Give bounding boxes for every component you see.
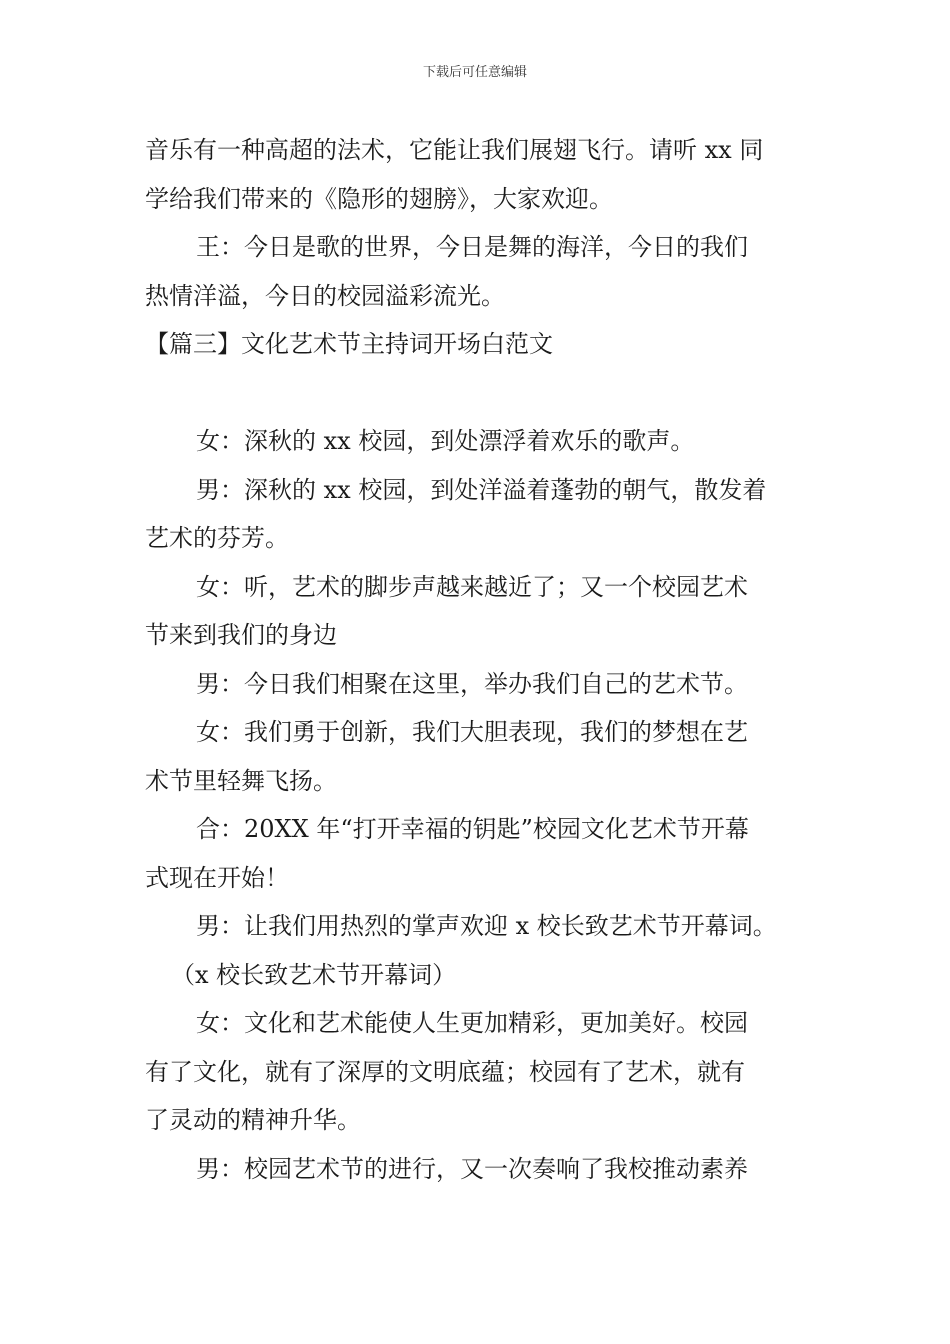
text-line: 式现在开始！ <box>145 863 289 892</box>
paragraph <box>145 951 810 1000</box>
text-line: 女：深秋的 xx 校园，到处漂浮着欢乐的歌声。 <box>196 427 695 455</box>
text-line: 男：让我们用热烈的掌声欢迎 x 校长致艺术节开幕词。 <box>196 912 777 940</box>
section-heading <box>145 320 810 369</box>
text-line: （x 校长致艺术节开幕词） <box>171 960 457 989</box>
paragraph <box>145 902 810 951</box>
text-line: 学给我们带来的《隐形的翅膀》，大家欢迎。 <box>145 184 613 213</box>
text-line: 了灵动的精神升华。 <box>145 1106 361 1134</box>
paragraph <box>145 708 810 805</box>
paragraph <box>145 223 810 320</box>
paragraph <box>145 999 810 1145</box>
page-header: 下载后可任意编辑 <box>422 65 527 80</box>
paragraph <box>145 805 810 902</box>
paragraph <box>145 563 810 660</box>
text-line: 有了文化，就有了深厚的文明底蕴；校园有了艺术，就有 <box>145 1057 745 1086</box>
text-line: 女：听，艺术的脚步声越来越近了；又一个校园艺术 <box>196 572 748 601</box>
text-line: 男：今日我们相聚在这里，举办我们自己的艺术节。 <box>196 669 748 698</box>
text-line: 女：文化和艺术能使人生更加精彩，更加美好。校园 <box>196 1009 748 1037</box>
text-line: 女：我们勇于创新，我们大胆表现，我们的梦想在艺 <box>196 718 748 746</box>
text-line: 音乐有一种高超的法术，它能让我们展翅飞行。请听 xx 同 <box>145 136 764 164</box>
heading-line: 【篇三】文化艺术节主持词开场白范文 <box>145 330 553 358</box>
blank-line <box>145 369 810 418</box>
paragraph <box>145 126 810 223</box>
text-line: 王：今日是歌的世界，今日是舞的海洋，今日的我们 <box>196 233 748 261</box>
paragraph <box>145 417 810 466</box>
paragraph <box>145 660 810 709</box>
text-line: 节来到我们的身边 <box>145 621 337 649</box>
text-line: 艺术的芬芳。 <box>145 524 289 552</box>
text-line: 热情洋溢，今日的校园溢彩流光。 <box>145 281 505 310</box>
text-line: 术节里轻舞飞扬。 <box>145 766 337 795</box>
text-line: 男：校园艺术节的进行，又一次奏响了我校推动素养 <box>196 1154 748 1183</box>
paragraph <box>145 1145 810 1194</box>
text-line: 合：20XX 年“打开幸福的钥匙”校园文化艺术节开幕 <box>196 815 749 843</box>
paragraph <box>145 466 810 563</box>
text-line: 男：深秋的 xx 校园，到处洋溢着蓬勃的朝气，散发着 <box>196 475 767 504</box>
document-body <box>145 126 810 1193</box>
